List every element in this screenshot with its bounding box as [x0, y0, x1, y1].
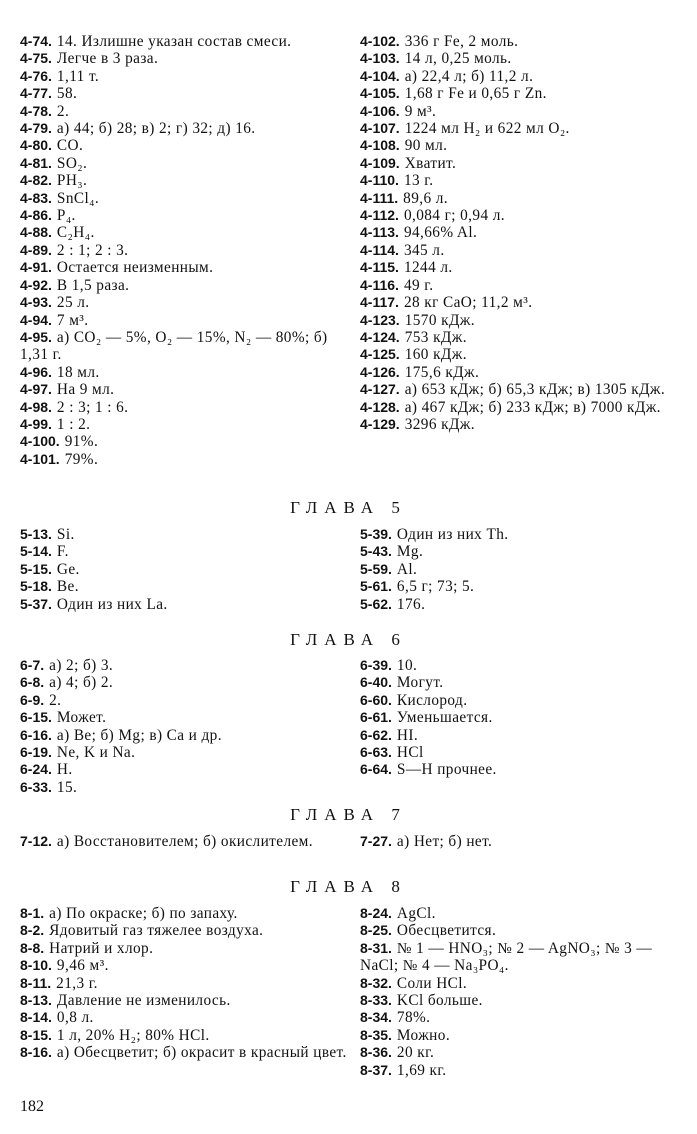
answer-item — [20, 224, 355, 241]
answer-text: 9 м³. — [404, 102, 437, 120]
answer-number: 8-10. — [20, 957, 52, 974]
answer-item — [20, 120, 355, 137]
answer-item — [20, 137, 355, 154]
answer-item — [360, 709, 680, 726]
chapter-8-left-column — [20, 905, 355, 1079]
answer-text: 14 л, 0,25 моль. — [404, 50, 512, 68]
answer-item — [360, 364, 680, 381]
answer-number: 4-83. — [20, 189, 52, 206]
answer-item — [360, 120, 680, 137]
answer-number: 4-128. — [360, 398, 400, 415]
answer-item — [360, 172, 680, 189]
answer-text: 20 кг. — [396, 1044, 435, 1062]
answer-text: 49 г. — [403, 276, 434, 294]
answer-number: 4-103. — [360, 50, 400, 67]
chapter-6-heading: ГЛАВА 6 — [290, 630, 407, 649]
answer-number: 4-97. — [20, 381, 52, 398]
answer-item — [360, 526, 680, 543]
answer-item — [20, 33, 355, 50]
answer-number: 4-94. — [20, 311, 52, 328]
chapter-7-heading: ГЛАВА 7 — [290, 805, 407, 824]
answer-number: 4-81. — [20, 154, 52, 171]
answer-text: C₂H₄. — [56, 224, 95, 242]
answer-item — [360, 50, 680, 67]
answer-number: 8-34. — [360, 1009, 392, 1026]
answer-text: а) По окраске; б) по запаху. — [49, 905, 238, 922]
answer-text: а) Восстановителем; б) окислителем. — [56, 833, 313, 850]
answer-text: KCl больше. — [396, 992, 483, 1010]
answer-text: 175,6 кДж. — [404, 363, 480, 381]
answer-item — [20, 905, 355, 922]
answer-number: 6-16. — [20, 726, 52, 743]
answer-text: Кислород. — [396, 691, 468, 709]
answer-item — [360, 1009, 680, 1026]
answer-number: 4-98. — [20, 398, 52, 415]
answer-item — [20, 155, 355, 172]
answer-item — [20, 294, 355, 311]
answer-item — [360, 940, 680, 975]
answer-number: 4-86. — [20, 207, 52, 224]
answer-text: Ядовитый газ тяжелее воздуха. — [49, 922, 264, 940]
answer-number: 4-99. — [20, 415, 52, 432]
answer-item — [20, 364, 355, 381]
answer-item — [20, 833, 355, 850]
answer-number: 8-13. — [20, 992, 52, 1009]
answer-number: 6-15. — [20, 709, 52, 726]
chapter-4-answers — [20, 33, 680, 468]
answer-number: 8-25. — [360, 922, 392, 939]
answer-text: AgCl. — [396, 905, 436, 922]
answer-number: 8-14. — [20, 1009, 52, 1026]
answer-text: а) Be; б) Mg; в) Ca и др. — [56, 726, 222, 744]
answer-text: а) Обесцветит; б) окрасит в красный цвет. — [56, 1044, 347, 1062]
answer-text: 2. — [49, 691, 62, 709]
answer-item — [360, 155, 680, 172]
answer-text: 21,3 г. — [56, 974, 98, 992]
answer-number: 5-43. — [360, 543, 392, 560]
answer-number: 7-12. — [20, 833, 52, 849]
answer-item — [20, 312, 355, 329]
answer-number: 6-7. — [20, 657, 45, 673]
chapter-5-right-column — [360, 526, 680, 613]
answer-text: 10. — [396, 657, 418, 674]
answer-text: 90 мл. — [404, 137, 448, 155]
answer-text: 1 : 2. — [56, 415, 91, 433]
answer-number: 5-13. — [20, 526, 52, 542]
answer-text: Один из них Th. — [396, 526, 509, 543]
answer-text: 18 мл. — [56, 363, 100, 381]
answer-item — [360, 346, 680, 363]
answer-item — [20, 277, 355, 294]
answer-text: 15. — [56, 778, 78, 796]
answer-number: 5-18. — [20, 578, 52, 595]
answer-item — [360, 578, 680, 595]
answer-text: 94,66% Al. — [403, 224, 478, 242]
answer-item — [360, 561, 680, 578]
answer-item — [20, 259, 355, 276]
answer-number: 4-112. — [360, 207, 399, 224]
answer-number: 8-2. — [20, 922, 45, 939]
answer-text: Легче в 3 раза. — [56, 50, 159, 68]
answer-number: 4-104. — [360, 67, 400, 84]
answer-number: 8-37. — [360, 1061, 392, 1078]
answer-item — [20, 68, 355, 85]
answer-item — [360, 259, 680, 276]
answer-number: 5-62. — [360, 595, 392, 612]
answer-number: 4-95. — [20, 328, 52, 345]
answer-number: 5-61. — [360, 578, 392, 595]
answer-number: 8-15. — [20, 1026, 52, 1043]
answer-number: 4-109. — [360, 154, 400, 171]
answer-text: В 1,5 раза. — [56, 276, 130, 294]
chapter-7-left-column — [20, 833, 355, 850]
answer-text: а) 2; б) 3. — [49, 657, 114, 674]
chapter-6-right-column — [360, 657, 680, 796]
answer-item — [20, 85, 355, 102]
answer-number: 4-93. — [20, 294, 52, 311]
answer-text: P₄. — [56, 207, 76, 225]
answer-item — [20, 1027, 355, 1044]
answer-item — [20, 761, 355, 778]
answer-text: а) 467 кДж; б) 233 кДж; в) 7000 кДж. — [404, 398, 661, 416]
answer-number: 4-74. — [20, 33, 52, 49]
answer-item — [360, 207, 680, 224]
answer-text: 753 кДж. — [404, 328, 467, 346]
answer-item — [20, 103, 355, 120]
answer-text: Ne, K и Na. — [56, 744, 136, 762]
answer-text: Хватит. — [404, 154, 457, 172]
answer-item — [360, 190, 680, 207]
answer-text: 1570 кДж. — [404, 311, 475, 329]
answer-text: 2 : 1; 2 : 3. — [56, 241, 129, 259]
answer-item — [360, 596, 680, 613]
answer-item — [360, 33, 680, 50]
answer-text: 1,11 т. — [56, 67, 100, 85]
answer-item — [360, 727, 680, 744]
answer-number: 8-35. — [360, 1026, 392, 1043]
answer-item — [20, 709, 355, 726]
answer-number: 6-9. — [20, 691, 45, 708]
answer-number: 4-78. — [20, 102, 52, 119]
answer-text: Be. — [56, 578, 79, 596]
answer-text: Обесцветится. — [396, 922, 497, 940]
answer-item — [20, 172, 355, 189]
answer-text: № 1 — HNO₃; № 2 — AgNO₃; № 3 — NaCl; № 4 — Na₃PO₄. — [360, 939, 653, 975]
chapter-5-left-column — [20, 526, 355, 613]
answer-number: 8-36. — [360, 1044, 392, 1061]
answer-text: Si. — [56, 526, 75, 543]
answer-item — [20, 922, 355, 939]
answer-text: Остается неизменным. — [56, 259, 214, 277]
answer-item — [360, 1044, 680, 1061]
answer-item — [20, 744, 355, 761]
answer-number: 4-126. — [360, 363, 400, 380]
answer-number: 4-108. — [360, 137, 400, 154]
answer-text: 1,68 г Fe и 0,65 г Zn. — [404, 85, 547, 103]
answer-number: 4-115. — [360, 259, 399, 276]
answer-item — [20, 657, 355, 674]
answer-item — [20, 561, 355, 578]
answer-number: 4-116. — [360, 276, 399, 293]
answer-item — [360, 905, 680, 922]
answer-number: 8-16. — [20, 1044, 52, 1061]
answer-item — [20, 329, 355, 364]
answer-text: SO₂. — [56, 154, 88, 172]
answer-number: 7-27. — [360, 833, 392, 849]
answer-text: 25 л. — [56, 294, 90, 312]
answer-number: 4-77. — [20, 85, 52, 102]
answer-text: а) 22,4 л; б) 11,2 л. — [404, 67, 534, 85]
answer-item — [20, 692, 355, 709]
chapter-5-answers — [20, 526, 680, 613]
answer-number: 4-105. — [360, 85, 400, 102]
answer-text: а) 653 кДж; б) 65,3 кДж; в) 1305 кДж. — [404, 381, 666, 399]
answer-text: 91%. — [64, 433, 99, 451]
answer-number: 4-100. — [20, 433, 60, 450]
answer-text: Может. — [56, 709, 107, 727]
answer-text: а) 44; б) 28; в) 2; г) 32; д) 16. — [56, 120, 256, 138]
answer-item — [20, 451, 355, 468]
answer-number: 6-62. — [360, 726, 392, 743]
answer-text: 336 г Fe, 2 моль. — [404, 33, 519, 50]
answer-text: а) Нет; б) нет. — [396, 833, 493, 850]
chapter-6-left-column — [20, 657, 355, 796]
answer-number: 6-60. — [360, 691, 392, 708]
answer-item — [360, 381, 680, 398]
answer-item — [360, 922, 680, 939]
answer-item — [20, 940, 355, 957]
answer-text: 79%. — [64, 450, 99, 468]
chapter-7-answers — [20, 833, 680, 850]
answer-text: 3296 кДж. — [404, 415, 475, 433]
answer-item — [20, 399, 355, 416]
answer-text: 176. — [396, 595, 426, 613]
chapter-8-right-column — [360, 905, 680, 1079]
answer-number: 4-110. — [360, 172, 399, 189]
answer-number: 4-79. — [20, 120, 52, 137]
answer-item — [20, 727, 355, 744]
answer-number: 5-39. — [360, 526, 392, 542]
chapter-6-answers — [20, 657, 680, 796]
answer-item — [360, 992, 680, 1009]
answer-text: 6,5 г; 73; 5. — [396, 578, 475, 596]
answer-item — [360, 1062, 680, 1079]
answer-text: а) CO₂ — 5%, O₂ — 15%, N₂ — 80%; б) 1,31 г. — [20, 328, 328, 364]
answer-text: а) 4; б) 2. — [49, 674, 114, 692]
answer-item — [360, 312, 680, 329]
answer-text: 58. — [56, 85, 78, 103]
chapter-8-heading: ГЛАВА 8 — [290, 877, 407, 896]
answer-number: 6-39. — [360, 657, 392, 673]
answer-text: HCl — [396, 744, 424, 762]
answer-text: 89,6 л. — [403, 189, 449, 207]
answer-item — [360, 543, 680, 560]
answer-item — [360, 85, 680, 102]
answer-text: H. — [56, 761, 73, 779]
answer-number: 4-123. — [360, 311, 400, 328]
answer-item — [360, 692, 680, 709]
answer-text: 1,69 кг. — [396, 1061, 447, 1079]
answer-number: 6-61. — [360, 709, 392, 726]
answer-number: 4-117. — [360, 294, 399, 311]
answer-item — [360, 103, 680, 120]
answer-number: 8-1. — [20, 905, 45, 921]
answer-text: 13 г. — [403, 172, 434, 190]
answer-text: Соли HCl. — [396, 974, 468, 992]
answer-number: 6-8. — [20, 674, 45, 691]
answer-item — [20, 975, 355, 992]
answer-item — [20, 1044, 355, 1061]
answer-text: HI. — [396, 726, 419, 744]
answer-text: 28 кг CaO; 11,2 м³. — [403, 294, 533, 312]
answer-number: 5-15. — [20, 560, 52, 577]
answer-item — [20, 242, 355, 259]
answer-text: На 9 мл. — [56, 381, 115, 399]
answer-item — [360, 399, 680, 416]
answer-item — [20, 543, 355, 560]
answer-item — [360, 68, 680, 85]
answer-number: 4-80. — [20, 137, 52, 154]
answer-number: 4-76. — [20, 67, 52, 84]
answer-number: 4-107. — [360, 120, 400, 137]
answer-text: Натрий и хлор. — [49, 939, 154, 957]
answer-number: 4-88. — [20, 224, 52, 241]
answer-text: Mg. — [396, 543, 424, 561]
answer-number: 6-40. — [360, 674, 392, 691]
answer-item — [20, 207, 355, 224]
answer-item — [20, 957, 355, 974]
answer-text: PH₃. — [56, 172, 88, 190]
answer-item — [20, 526, 355, 543]
answer-item — [360, 294, 680, 311]
answer-item — [360, 242, 680, 259]
answer-text: Могут. — [396, 674, 444, 692]
answer-text: 345 л. — [403, 241, 445, 259]
answer-text: F. — [56, 543, 69, 561]
answer-text: 1224 мл H₂ и 622 мл O₂. — [404, 120, 570, 138]
answer-number: 4-125. — [360, 346, 400, 363]
answer-item — [20, 992, 355, 1009]
chapter-5-heading: ГЛАВА 5 — [290, 498, 407, 517]
answer-number: 4-124. — [360, 328, 400, 345]
answer-number: 8-24. — [360, 905, 392, 921]
answer-number: 4-106. — [360, 102, 400, 119]
answer-text: 78%. — [396, 1009, 431, 1027]
chapter-4-right-column — [360, 33, 680, 468]
answer-item — [360, 657, 680, 674]
answer-item — [20, 674, 355, 691]
answer-text: 2 : 3; 1 : 6. — [56, 398, 129, 416]
answer-text: CO. — [56, 137, 84, 155]
answer-item — [20, 190, 355, 207]
answer-number: 6-33. — [20, 778, 52, 795]
answer-number: 4-101. — [20, 450, 60, 467]
answer-item — [20, 779, 355, 796]
answer-text: Ge. — [56, 560, 80, 578]
answer-item — [360, 674, 680, 691]
answer-text: S—H прочнее. — [396, 761, 497, 779]
answer-text: 0,8 л. — [56, 1009, 94, 1027]
answer-number: 4-113. — [360, 224, 399, 241]
answer-number: 5-59. — [360, 560, 392, 577]
answer-number: 4-92. — [20, 276, 52, 293]
answer-item — [360, 277, 680, 294]
answer-text: 2. — [56, 102, 70, 120]
answer-item — [360, 329, 680, 346]
answer-text: Один из них La. — [56, 595, 168, 613]
answer-number: 5-14. — [20, 543, 52, 560]
answer-number: 4-75. — [20, 50, 52, 67]
answer-text: Уменьшается. — [396, 709, 493, 727]
answer-text: 0,084 г; 0,94 л. — [403, 207, 505, 225]
answer-number: 8-8. — [20, 939, 45, 956]
answer-number: 8-11. — [20, 974, 52, 991]
answer-number: 6-64. — [360, 761, 392, 778]
answer-text: 7 м³. — [56, 311, 89, 329]
answer-number: 4-96. — [20, 363, 52, 380]
chapter-4-left-column — [20, 33, 355, 468]
answer-text: 1 л, 20% H₂; 80% HCl. — [56, 1026, 210, 1044]
answer-item — [20, 381, 355, 398]
answer-item — [20, 416, 355, 433]
answer-number: 5-37. — [20, 595, 52, 612]
answer-number: 4-114. — [360, 241, 399, 258]
answer-text: 14. Излишне указан состав смеси. — [56, 33, 292, 50]
chapter-7-right-column — [360, 833, 680, 850]
answer-item — [20, 50, 355, 67]
answer-item — [360, 224, 680, 241]
answer-number: 4-111. — [360, 189, 399, 206]
answer-number: 8-31. — [360, 939, 392, 956]
answer-item — [20, 433, 355, 450]
answer-item — [360, 137, 680, 154]
answer-item — [360, 416, 680, 433]
answer-number: 4-129. — [360, 415, 400, 432]
answer-item — [360, 833, 680, 850]
answer-number: 4-91. — [20, 259, 52, 276]
answer-number: 6-24. — [20, 761, 52, 778]
answer-number: 8-32. — [360, 974, 392, 991]
answer-number: 6-19. — [20, 744, 52, 761]
answer-number: 4-89. — [20, 241, 52, 258]
answer-text: 9,46 м³. — [56, 957, 109, 975]
answer-item — [20, 578, 355, 595]
answer-number: 4-102. — [360, 33, 400, 49]
answer-number: 4-82. — [20, 172, 52, 189]
page-number: 182 — [20, 1098, 44, 1115]
answer-text: SnCl₄. — [56, 189, 100, 207]
answer-item — [360, 975, 680, 992]
answer-number: 4-127. — [360, 381, 400, 398]
answer-text: Можно. — [396, 1026, 451, 1044]
answer-item — [20, 596, 355, 613]
answer-item — [360, 1027, 680, 1044]
chapter-8-answers — [20, 905, 680, 1079]
answer-text: Al. — [396, 560, 418, 578]
answer-item — [360, 761, 680, 778]
answer-item — [20, 1009, 355, 1026]
answer-text: Давление не изменилось. — [56, 992, 231, 1010]
answer-number: 6-63. — [360, 744, 392, 761]
answer-number: 8-33. — [360, 992, 392, 1009]
answer-text: 1244 л. — [403, 259, 453, 277]
answer-text: 160 кДж. — [404, 346, 467, 364]
answer-item — [360, 744, 680, 761]
